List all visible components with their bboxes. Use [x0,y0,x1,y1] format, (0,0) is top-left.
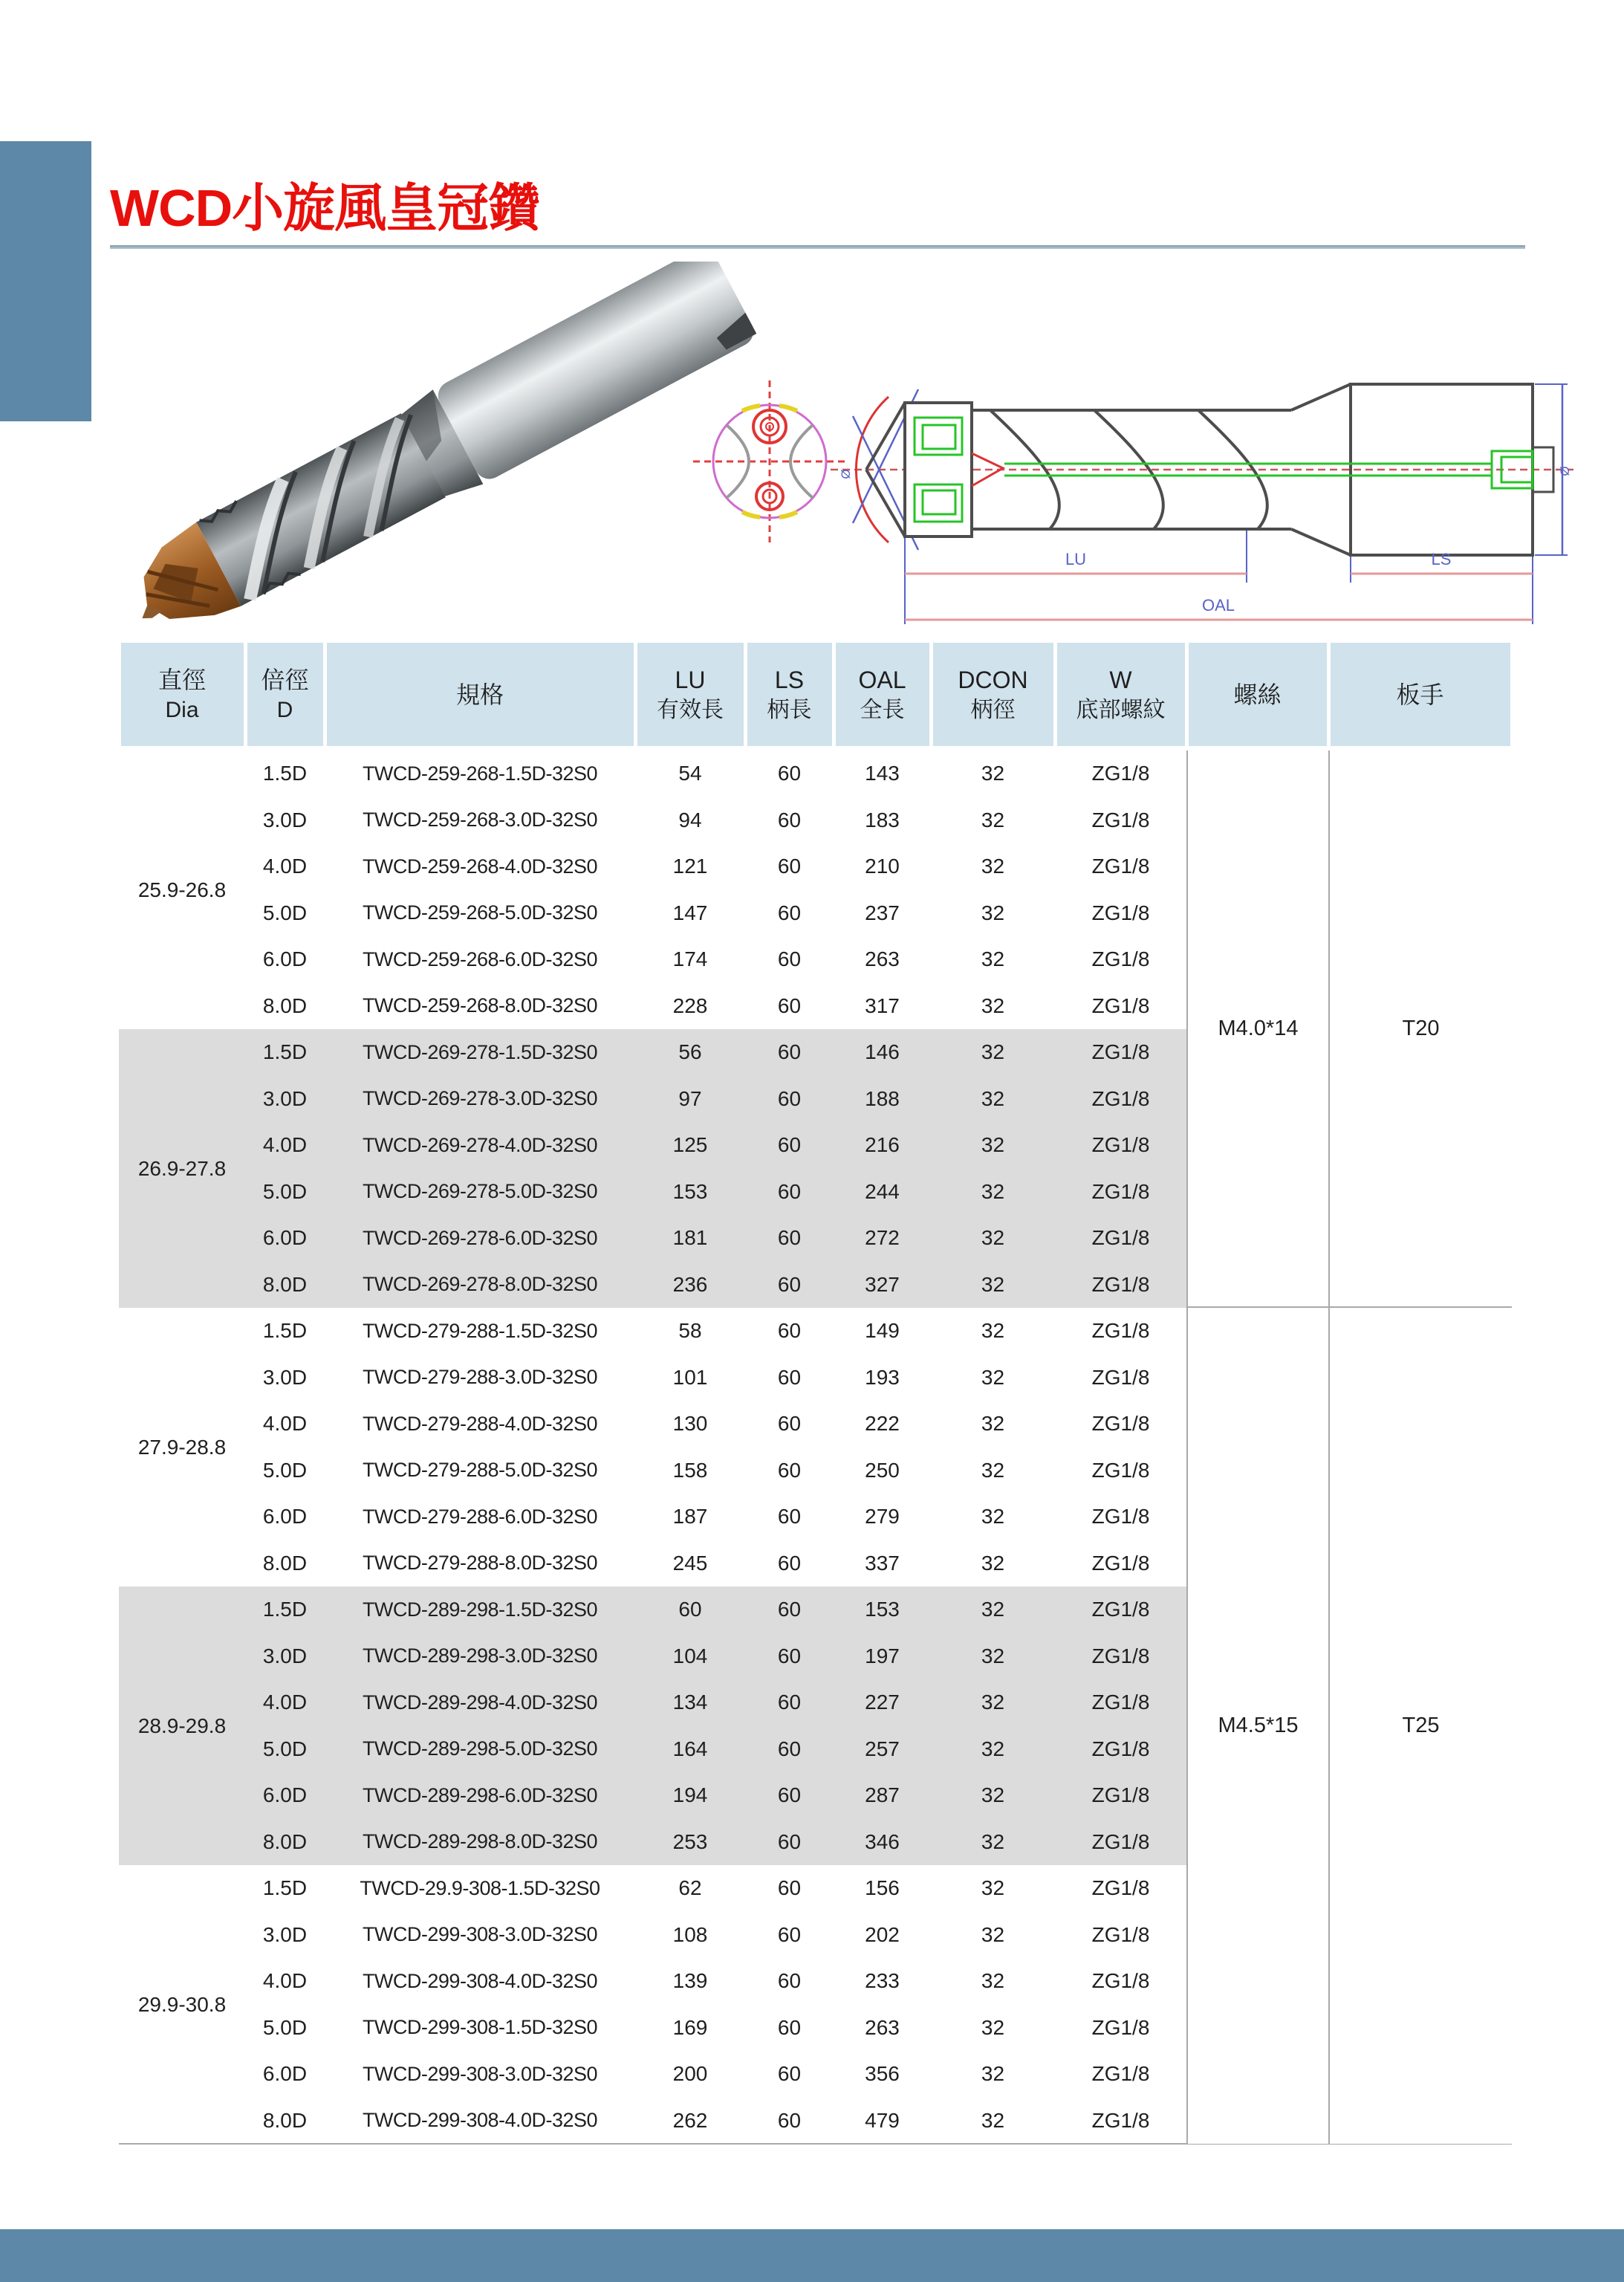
oal-cell: 250 [865,1458,900,1482]
dcon-cell: 32 [981,2062,1005,2086]
column-header-line2: 底部螺紋 [1076,697,1166,722]
lu-cell: 253 [672,1829,708,1853]
ls-cell: 60 [777,855,802,878]
spec-cell: TWCD-289-298-8.0D-32S0 [362,1830,598,1853]
ratio-cell: 4.0D [262,855,308,878]
page-title: WCD小旋風皇冠鑽 [110,179,540,237]
lu-cell: 181 [672,1226,708,1250]
lu-cell: 62 [678,1876,702,1900]
ratio-cell: 8.0D [262,993,308,1017]
spec-cell: TWCD-259-268-6.0D-32S0 [362,947,598,970]
ls-cell: 60 [777,1319,802,1343]
ratio-cell: 1.5D [262,762,308,785]
drill-body-graphic [111,262,759,633]
dcon-cell: 32 [981,1505,1005,1529]
ratio-cell: 6.0D [262,947,308,971]
ratio-cell: 1.5D [262,1319,308,1343]
lu-cell: 228 [672,993,708,1017]
lu-cell: 134 [672,1691,708,1714]
ls-cell: 60 [777,762,802,785]
column-header-line1: OAL [858,666,906,693]
spec-cell: TWCD-299-308-1.5D-32S0 [362,2016,598,2039]
dim-label-oal: OAL [1201,596,1235,615]
oal-cell: 143 [865,762,900,785]
technical-drawing [831,343,1573,655]
ls-cell: 60 [777,947,802,971]
oal-cell: 222 [865,1412,900,1436]
ls-cell: 60 [777,1458,802,1482]
w-cell: ZG1/8 [1091,947,1150,971]
column-header-line2: 全長 [860,697,905,722]
ratio-cell: 3.0D [262,1644,308,1667]
ratio-cell: 5.0D [262,1458,308,1482]
w-cell: ZG1/8 [1091,1922,1150,1946]
w-cell: ZG1/8 [1091,901,1150,924]
oal-cell: 233 [865,1969,900,1993]
dcon-cell: 32 [981,1086,1005,1110]
w-cell: ZG1/8 [1091,808,1150,832]
dcon-cell: 32 [981,1691,1005,1714]
w-cell: ZG1/8 [1091,2062,1150,2086]
right-dim-label: Ø [1558,466,1572,476]
spec-cell: TWCD-279-288-1.5D-32S0 [362,1319,598,1342]
column-header-line1: 倍徑 [261,666,309,693]
ratio-cell: 5.0D [262,1179,308,1203]
lu-cell: 262 [672,2108,708,2132]
oal-cell: 337 [865,1551,900,1575]
ratio-cell: 6.0D [262,1783,308,1807]
lu-cell: 158 [672,1458,708,1482]
ratio-cell: 1.5D [262,1598,308,1621]
ratio-cell: 3.0D [262,1922,308,1946]
ratio-cell: 5.0D [262,2015,308,2039]
spec-cell: TWCD-299-308-3.0D-32S0 [362,2062,598,2085]
w-cell: ZG1/8 [1091,1969,1150,1993]
column-header-line1: 螺絲 [1233,681,1282,708]
lu-cell: 101 [672,1365,708,1389]
w-cell: ZG1/8 [1091,1365,1150,1389]
dcon-cell: 32 [981,1644,1005,1667]
ls-cell: 60 [777,1272,802,1296]
lu-cell: 169 [672,2015,708,2039]
dcon-cell: 32 [981,1133,1005,1157]
lu-cell: 236 [672,1272,708,1296]
spec-cell: TWCD-259-268-3.0D-32S0 [362,808,598,832]
w-cell: ZG1/8 [1091,1551,1150,1575]
ls-cell: 60 [777,1551,802,1575]
w-cell: ZG1/8 [1091,1319,1150,1343]
oal-cell: 279 [865,1505,900,1529]
column-header-line1: W [1109,666,1132,693]
lu-cell: 153 [672,1179,708,1203]
spec-cell: TWCD-269-278-5.0D-32S0 [362,1180,598,1203]
column-header-line2: 柄徑 [970,697,1016,722]
oal-cell: 257 [865,1737,900,1760]
ratio-cell: 5.0D [262,901,308,924]
lu-cell: 54 [678,762,702,785]
ls-cell: 60 [777,1969,802,1993]
column-header [747,643,832,746]
oal-cell: 183 [865,808,900,832]
diameter-range-cell: 29.9-30.8 [137,1992,227,2016]
oal-cell: 202 [865,1922,900,1946]
spec-cell: TWCD-259-268-4.0D-32S0 [362,855,598,878]
lu-cell: 164 [672,1737,708,1760]
ls-cell: 60 [777,1040,802,1064]
w-cell: ZG1/8 [1091,1458,1150,1482]
spec-cell: TWCD-29.9-308-1.5D-32S0 [360,1876,600,1899]
spec-cell: TWCD-259-268-1.5D-32S0 [362,762,598,785]
oal-cell: 346 [865,1829,900,1853]
dcon-cell: 32 [981,1922,1005,1946]
column-header [1331,643,1510,746]
diameter-range-cell: 27.9-28.8 [137,1435,227,1459]
screw-cell: M4.5*15 [1186,1308,1328,2144]
lu-cell: 194 [672,1783,708,1807]
ls-cell: 60 [777,2015,802,2039]
oal-cell: 197 [865,1644,900,1667]
column-header-line2: Dia [165,697,199,722]
ratio-cell: 3.0D [262,1086,308,1110]
oal-cell: 216 [865,1133,900,1157]
dcon-cell: 32 [981,1551,1005,1575]
lu-cell: 60 [678,1598,702,1621]
diameter-range-cell: 28.9-29.8 [137,1714,227,1737]
lu-cell: 245 [672,1551,708,1575]
dcon-cell: 32 [981,1876,1005,1900]
ratio-cell: 4.0D [262,1412,308,1436]
oal-cell: 156 [865,1876,900,1900]
ratio-cell: 4.0D [262,1133,308,1157]
ratio-cell: 4.0D [262,1969,308,1993]
ls-cell: 60 [777,1226,802,1250]
ls-cell: 60 [777,1412,802,1436]
column-header-line1: 板手 [1396,681,1444,708]
spec-cell: TWCD-289-298-3.0D-32S0 [362,1644,598,1667]
dcon-cell: 32 [981,855,1005,878]
w-cell: ZG1/8 [1091,1179,1150,1203]
column-header-line1: 規格 [455,681,504,708]
spec-cell: TWCD-269-278-8.0D-32S0 [362,1273,598,1296]
lu-cell: 58 [678,1319,702,1343]
ls-cell: 60 [777,1829,802,1853]
column-header [836,643,929,746]
lu-cell: 56 [678,1040,702,1064]
ls-cell: 60 [777,1505,802,1529]
lu-cell: 97 [678,1086,702,1110]
lu-cell: 200 [672,2062,708,2086]
dcon-cell: 32 [981,1272,1005,1296]
screw-cell: M4.0*14 [1186,751,1328,1308]
ls-cell: 60 [777,1133,802,1157]
dcon-cell: 32 [981,2108,1005,2132]
ls-cell: 60 [777,1365,802,1389]
column-header [247,643,323,746]
spec-cell: TWCD-289-298-4.0D-32S0 [362,1691,598,1714]
column-header [933,643,1053,746]
ratio-cell: 4.0D [262,1691,308,1714]
dcon-cell: 32 [981,1458,1005,1482]
ratio-cell: 1.5D [262,1040,308,1064]
dcon-cell: 32 [981,1412,1005,1436]
column-header-line2: D [276,697,293,722]
column-header-line2: 有效長 [657,697,724,722]
oal-cell: 263 [865,947,900,971]
w-cell: ZG1/8 [1091,855,1150,878]
column-header [637,643,744,746]
dim-label-ls: LS [1431,550,1452,568]
oal-cell: 317 [865,993,900,1017]
spec-cell: TWCD-279-288-4.0D-32S0 [362,1412,598,1435]
ls-cell: 60 [777,1737,802,1760]
w-cell: ZG1/8 [1091,993,1150,1017]
ls-cell: 60 [777,808,802,832]
w-cell: ZG1/8 [1091,1783,1150,1807]
lu-cell: 94 [678,808,702,832]
dcon-cell: 32 [981,993,1005,1017]
column-header [1189,643,1327,746]
w-cell: ZG1/8 [1091,1691,1150,1714]
column-header-line1: DCON [958,666,1028,693]
title-divider [110,245,1525,249]
spec-cell: TWCD-259-268-8.0D-32S0 [362,994,598,1017]
spec-cell: TWCD-279-288-3.0D-32S0 [362,1366,598,1389]
w-cell: ZG1/8 [1091,1272,1150,1296]
lu-cell: 139 [672,1969,708,1993]
ls-cell: 60 [777,1691,802,1714]
spec-cell: TWCD-269-278-4.0D-32S0 [362,1133,598,1156]
ls-cell: 60 [777,1086,802,1110]
dcon-cell: 32 [981,808,1005,832]
ratio-cell: 6.0D [262,1226,308,1250]
left-accent-block [0,141,91,421]
ratio-cell: 6.0D [262,1505,308,1529]
spec-cell: TWCD-289-298-5.0D-32S0 [362,1737,598,1760]
dcon-cell: 32 [981,1226,1005,1250]
ls-cell: 60 [777,1922,802,1946]
spec-cell: TWCD-289-298-1.5D-32S0 [362,1598,598,1621]
lu-cell: 130 [672,1412,708,1436]
ls-cell: 60 [777,993,802,1017]
spec-table [119,643,1512,2144]
ls-cell: 60 [777,1783,802,1807]
w-cell: ZG1/8 [1091,1829,1150,1853]
w-cell: ZG1/8 [1091,1040,1150,1064]
spec-cell: TWCD-279-288-5.0D-32S0 [362,1459,598,1482]
oal-cell: 272 [865,1226,900,1250]
oal-cell: 327 [865,1272,900,1296]
column-header [121,643,244,746]
oal-cell: 193 [865,1365,900,1389]
spec-cell: TWCD-289-298-6.0D-32S0 [362,1783,598,1806]
dcon-cell: 32 [981,947,1005,971]
oal-cell: 146 [865,1040,900,1064]
spec-cell: TWCD-299-308-4.0D-32S0 [362,1969,598,1992]
dcon-cell: 32 [981,1969,1005,1993]
w-cell: ZG1/8 [1091,1644,1150,1667]
oal-cell: 188 [865,1086,900,1110]
w-cell: ZG1/8 [1091,1226,1150,1250]
spec-cell: TWCD-259-268-5.0D-32S0 [362,901,598,924]
oal-cell: 237 [865,901,900,924]
oal-cell: 210 [865,855,900,878]
ratio-cell: 3.0D [262,1365,308,1389]
w-cell: ZG1/8 [1091,1412,1150,1436]
column-header-line2: 柄長 [767,697,812,722]
ratio-cell: 8.0D [262,1272,308,1296]
ratio-cell: 1.5D [262,1876,308,1900]
dcon-cell: 32 [981,1040,1005,1064]
dim-label-lu: LU [1065,550,1087,568]
ls-cell: 60 [777,2062,802,2086]
dcon-cell: 32 [981,2015,1005,2039]
column-header-line1: LU [675,666,706,693]
ratio-cell: 5.0D [262,1737,308,1760]
dcon-cell: 32 [981,762,1005,785]
oal-cell: 227 [865,1691,900,1714]
lu-cell: 174 [672,947,708,971]
ratio-cell: 6.0D [262,2062,308,2086]
w-cell: ZG1/8 [1091,1505,1150,1529]
lu-cell: 104 [672,1644,708,1667]
dcon-cell: 32 [981,1737,1005,1760]
column-header-line1: LS [774,666,805,693]
spec-cell: TWCD-299-308-4.0D-32S0 [362,2109,598,2132]
w-cell: ZG1/8 [1091,1086,1150,1110]
dcon-cell: 32 [981,1829,1005,1853]
w-cell: ZG1/8 [1091,762,1150,785]
w-cell: ZG1/8 [1091,1598,1150,1621]
ratio-cell: 3.0D [262,808,308,832]
ratio-cell: 8.0D [262,1551,308,1575]
ls-cell: 60 [777,1598,802,1621]
cross-section-diagram [693,380,846,542]
lu-cell: 125 [672,1133,708,1157]
lu-cell: 121 [672,855,708,878]
w-cell: ZG1/8 [1091,2015,1150,2039]
lu-cell: 108 [672,1922,708,1946]
column-header [1057,643,1185,746]
diameter-range-cell: 25.9-26.8 [137,878,227,901]
wrench-cell: T25 [1328,1308,1512,2144]
oal-cell: 244 [865,1179,900,1203]
lu-cell: 187 [672,1505,708,1529]
dcon-cell: 32 [981,1783,1005,1807]
column-header-line1: 直徑 [157,666,206,693]
diameter-range-cell: 26.9-27.8 [137,1156,227,1180]
oal-cell: 153 [865,1598,900,1621]
spec-cell: TWCD-269-278-1.5D-32S0 [362,1040,598,1063]
spec-cell: TWCD-279-288-8.0D-32S0 [362,1552,598,1575]
dcon-cell: 32 [981,901,1005,924]
lu-cell: 147 [672,901,708,924]
spec-cell: TWCD-269-278-6.0D-32S0 [362,1226,598,1249]
oal-cell: 287 [865,1783,900,1807]
w-cell: ZG1/8 [1091,1133,1150,1157]
ratio-cell: 8.0D [262,1829,308,1853]
ls-cell: 60 [777,2108,802,2132]
w-cell: ZG1/8 [1091,1737,1150,1760]
dcon-cell: 32 [981,1598,1005,1621]
ls-cell: 60 [777,1644,802,1667]
w-cell: ZG1/8 [1091,2108,1150,2132]
oal-cell: 263 [865,2015,900,2039]
oal-cell: 356 [865,2062,900,2086]
dcon-cell: 32 [981,1319,1005,1343]
wrench-cell: T20 [1328,751,1512,1308]
spec-cell: TWCD-279-288-6.0D-32S0 [362,1505,598,1528]
ls-cell: 60 [777,1179,802,1203]
ls-cell: 60 [777,901,802,924]
ratio-cell: 8.0D [262,2108,308,2132]
drill-photo [97,262,773,633]
dcon-cell: 32 [981,1179,1005,1203]
spec-cell: TWCD-299-308-3.0D-32S0 [362,1923,598,1946]
dcon-cell: 32 [981,1365,1005,1389]
column-header [327,643,634,746]
left-dim-label: Ø [839,469,853,479]
w-cell: ZG1/8 [1091,1876,1150,1900]
oal-cell: 479 [865,2108,900,2132]
ls-cell: 60 [777,1876,802,1900]
spec-cell: TWCD-269-278-3.0D-32S0 [362,1087,598,1110]
oal-cell: 149 [865,1319,900,1343]
bottom-accent-bar [0,2229,1624,2282]
